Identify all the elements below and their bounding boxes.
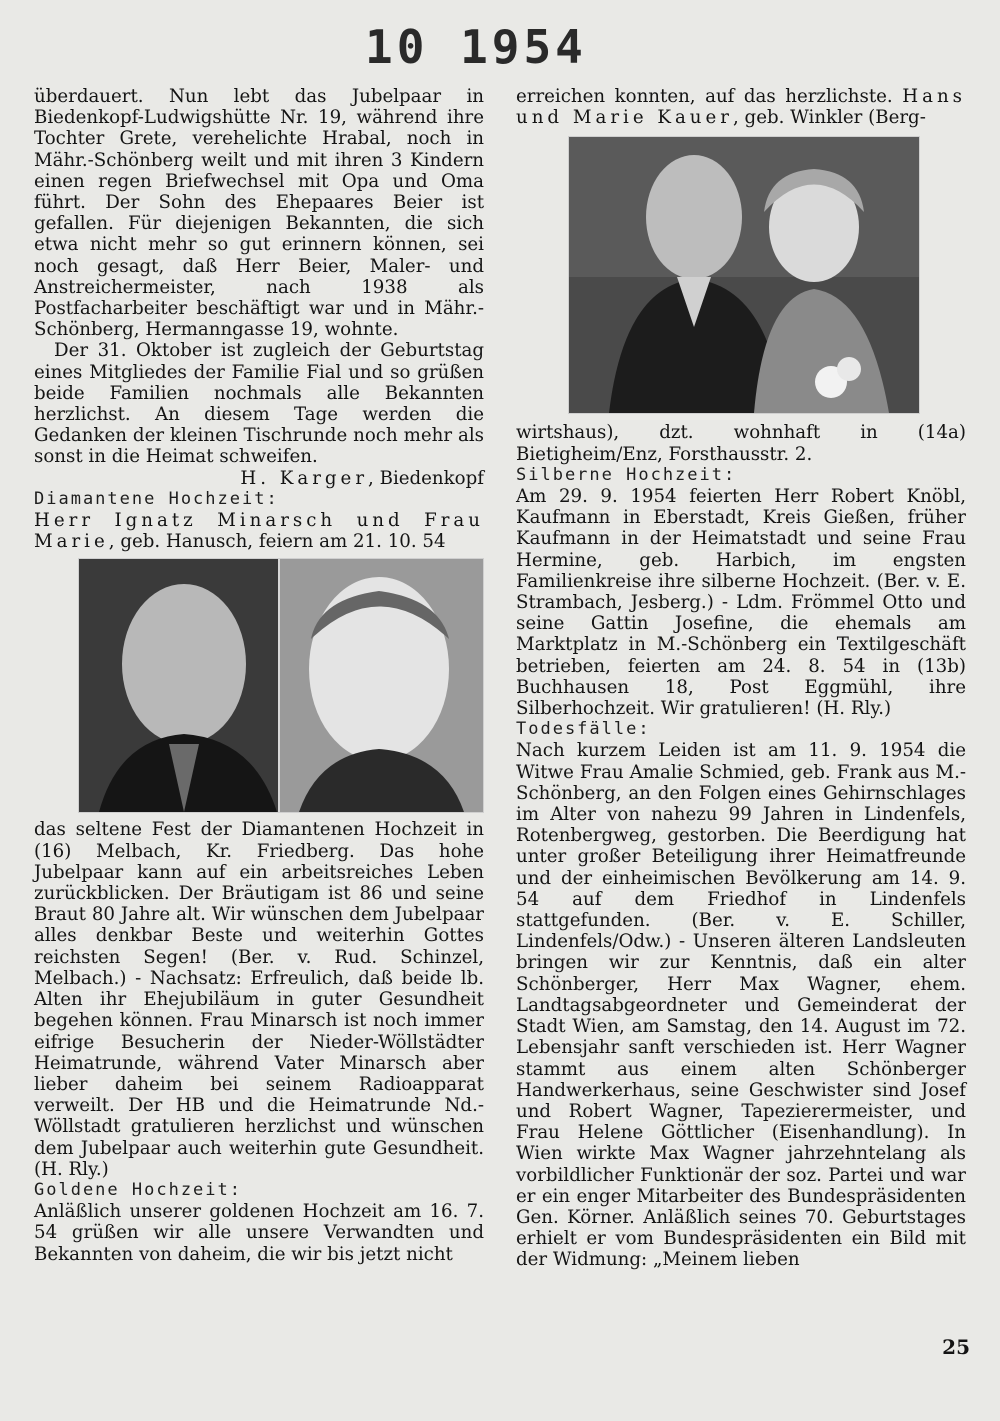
diamond-intro [34,510,484,552]
diamond-couple-names: Herr Ignatz Minarsch und Frau Marie [34,510,484,553]
diamond-intro-rest: , geb. Hanusch, feiern am 21. 10. 54 [108,531,446,553]
page-number: 25 [942,1335,970,1359]
golden-text: Anläßlich unserer goldenen Hochzeit am 16. 7. 54 grüßen wir alle unsere Verwandten und Bekannten von daheim, die wir bis jetzt nicht [34,1201,484,1265]
kauer-intro-b: , geb. Winkler (Berg- [732,107,926,129]
left-column [34,86,484,1265]
kauer-intro [516,86,966,128]
silver-text: Am 29. 9. 1954 feierten Herr Robert Knöbl, Kaufmann in Eberstadt, Kreis Gießen, früher Kaufmann in der Heimatstadt und seine Frau Hermine, geb. Harbich, im engsten Familienkreise ihre silberne Hochzeit. (Ber. v. E. Strambach, Jesberg.) - Ldm. Frömmel Otto und seine Gattin Josefine, die ehemals am Marktplatz in M.-Schönberg ein Textilgeschäft betrieben, feierten am 24. 8. 54 in (13b) Buchhausen 18, Post Eggmühl, ihre Silberhochzeit. Wir gratulieren! (H. Rly.) [516,486,966,720]
kauer-intro-a: erreichen konnten, auf das herzlichste. [516,86,893,107]
right-column [516,86,966,1271]
signature-place: , Biedenkopf [368,467,484,489]
kauer-couple-names: Hans und Marie Kauer [516,86,966,129]
photo-minarsch-couple [78,558,484,813]
heading-diamond-wedding: Diamantene Hochzeit: [34,488,279,509]
issue-stamp: 10 1954 [365,20,587,74]
paragraph-beier: überdauert. Nun lebt das Jubelpaar in Biedenkopf-Ludwigshütte Nr. 19, während ihre Tochter Grete, verehelichte Hrabal, noch in Mähr.-Schönberg weilt und mit ihren 3 Kindern einen regen Briefwechsel mit Opa und Oma führt. Der Sohn des Ehepaares Beier ist gefallen. Für diejenigen Bekannten, die sich etwa nicht mehr so gut erinnern können, sei noch gesagt, daß Herr Beier, Maler- und Anstreichermeister, nach 1938 als Postfacharbeiter beschäftigt war und in Mähr.-Schönberg, Hermanngasse 19, wohnte. [34,86,484,341]
photo-kauer-couple [568,136,920,414]
heading-silver-wedding: Silberne Hochzeit: [516,464,737,485]
signature [34,468,484,489]
kauer-address: wirtshaus), dzt. wohnhaft in (14a) Bietigheim/Enz, Forsthausstr. 2. [516,422,966,465]
paragraph-fial: Der 31. Oktober ist zugleich der Geburtstag eines Mitgliedes der Familie Fial und so grüßen beide Familien nochmals alle Bekannten herzlichst. An diesem Tage werden die Gedanken der kleinen Tischrunde noch mehr als sonst in die Heimat schweifen. [34,340,484,468]
heading-deaths: Todesfälle: [516,719,651,740]
diamond-text: das seltene Fest der Diamantenen Hochzeit in (16) Melbach, Kr. Friedberg. Das hohe Jubelpaar kann auf ein arbeitsreiches Leben zurückblicken. Der Bräutigam ist 86 und seine Braut 80 Jahre alt. Wir wünschen dem Jubelpaar alles denkbar Beste und weiterhin Gottes reichsten Segen! (Ber. v. Rud. Schinzel, Melbach.) - Nachsatz: Erfreulich, daß beide lb. Alten ihr Ehejubiläum in guter Gesundheit begehen können. Frau Minarsch ist noch immer eifrige Besucherin der Nieder-Wöllstädter Heimatrunde, während Vater Minarsch aber lieber daheim bei seinem Radioapparat verweilt. Der HB und die Heimatrunde Nd.-Wöllstadt gratulieren herzlichst und wünschen dem Jubelpaar auch weiterhin gute Gesundheit. (H. Rly.) [34,819,484,1180]
signature-name: H. Karger [240,467,369,489]
death-text: Nach kurzem Leiden ist am 11. 9. 1954 die Witwe Frau Amalie Schmied, geb. Frank aus M.-Schönberg, an den Folgen eines Gehirnschlages im Alter von nahezu 99 Jahren in Lindenfels, Rotenbergweg, gestorben. Die Beerdigung hat unter großer Beteiligung ihrer Heimatfreunde und der einheimischen Bevölkerung am 14. 9. 54 auf dem Friedhof in Lindenfels stattgefunden. (Ber. v. E. Schiller, Lindenfels/Odw.) - Unseren älteren Landsleuten bringen wir zur Kenntnis, daß ein alter Schönberger, Herr Max Wagner, ehem. Landtagsabgeordneter und Gemeinderat der Stadt Wien, am Samstag, den 14. August im 72. Lebensjahr sanft verschieden ist. Herr Wagner stammt aus einem alten Schönberger Handwerkerhaus, seine Geschwister sind Josef und Robert Wagner, Tapezierermeister, und Frau Helene Göttlicher (Eisenhandlung). In Wien wirkte Max Wagner jahrzehntelang als vorbildlicher Funktionär der soz. Partei und war er ein enger Mitarbeiter des Bundespräsidenten Gen. Körner. Anläßlich seines 70. Geburtstages erhielt er vom Bundespräsidenten ein Bild mit der Widmung: „Meinem lieben [516,740,966,1271]
heading-golden-wedding: Goldene Hochzeit: [34,1179,242,1200]
